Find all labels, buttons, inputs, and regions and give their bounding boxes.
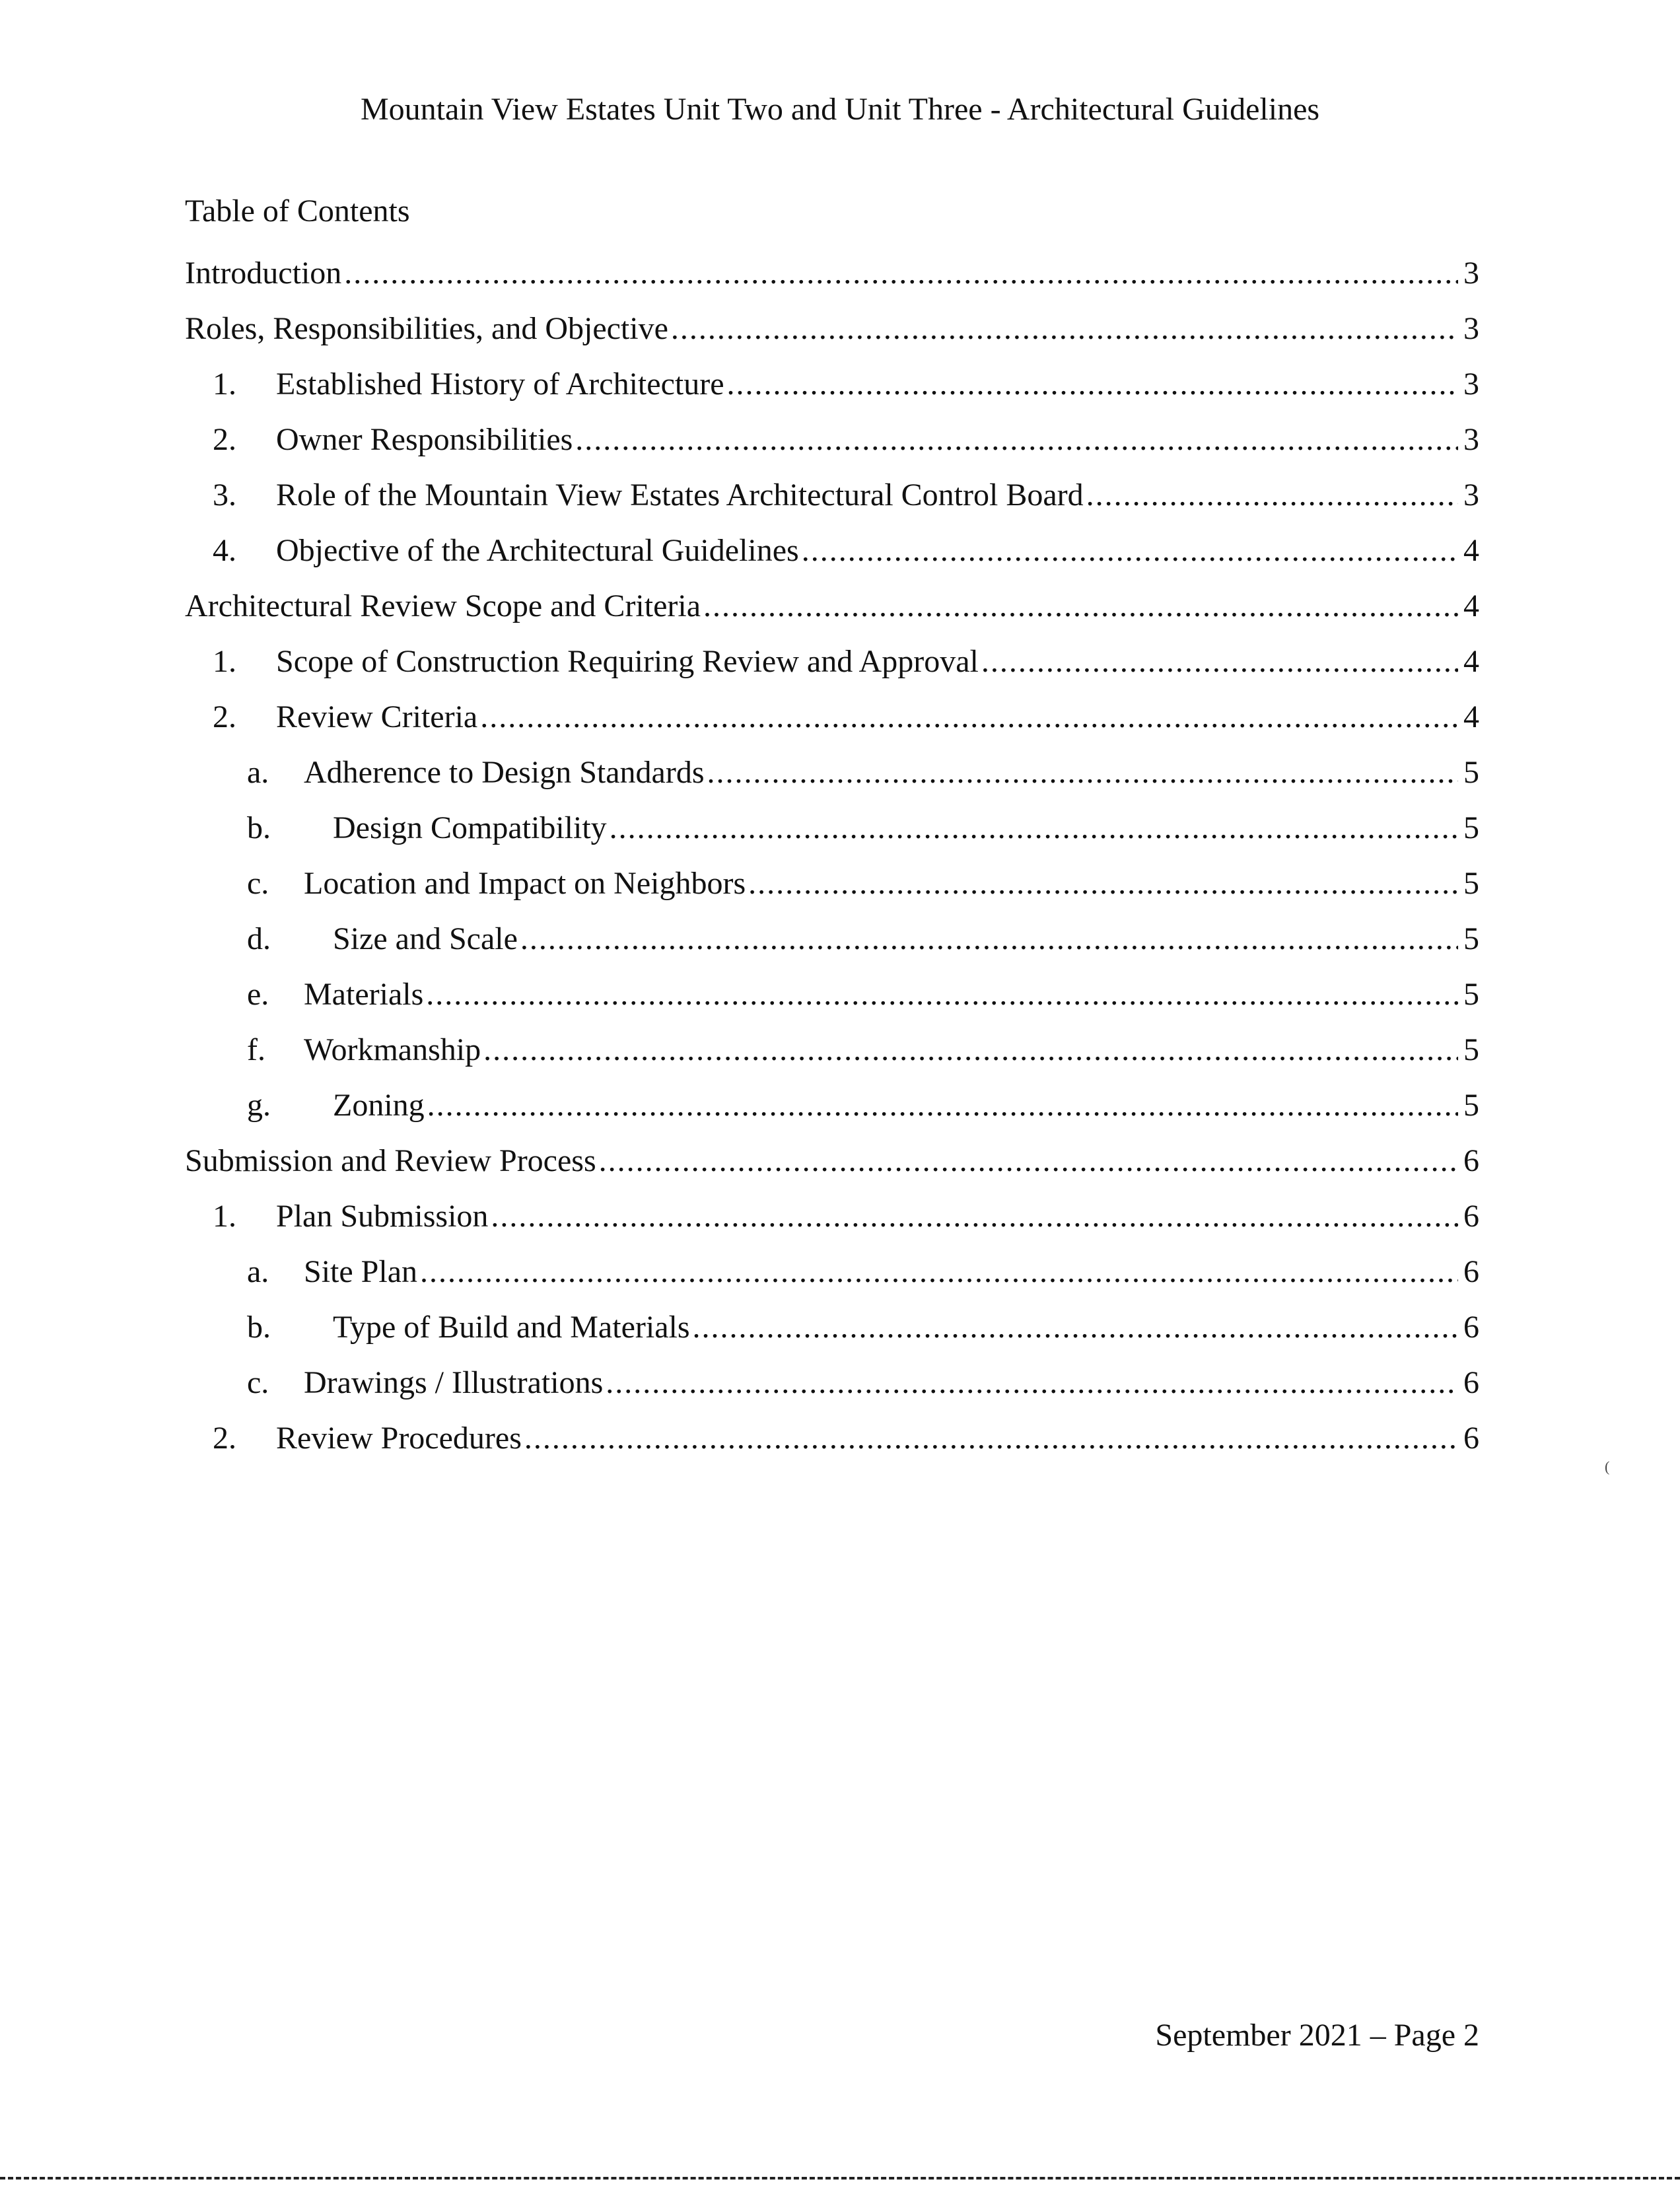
dot-leader <box>981 642 1458 682</box>
toc-entry-design-compatibility[interactable] <box>185 808 1479 864</box>
toc-entry-label: Type of Build and Materials <box>333 1310 690 1345</box>
toc-entry-label: Submission and Review Process <box>185 1143 596 1178</box>
toc-entry-review-criteria[interactable] <box>185 697 1479 753</box>
toc-entry-objective[interactable] <box>185 531 1479 586</box>
toc-entry-design-standards[interactable] <box>185 753 1479 808</box>
toc-entry-workmanship[interactable] <box>185 1030 1479 1086</box>
dot-leader <box>483 1030 1458 1070</box>
toc-entry-location-impact[interactable] <box>185 864 1479 919</box>
toc-heading: Table of Contents <box>185 194 410 229</box>
toc-entry-label: Objective of the Architectural Guidelines <box>276 533 799 568</box>
dot-leader <box>693 1308 1458 1347</box>
toc-entry-marker: 1. <box>213 1199 236 1234</box>
toc-page-number: 3 <box>1463 256 1479 291</box>
toc-entry-marker: 1. <box>213 644 236 679</box>
toc-page-number: 5 <box>1463 866 1479 901</box>
toc-page-number: 3 <box>1463 422 1479 457</box>
toc-entry-owner-responsibilities[interactable] <box>185 420 1479 476</box>
toc-entry-build-type[interactable] <box>185 1308 1479 1363</box>
toc-entry-label: Owner Responsibilities <box>276 422 573 457</box>
toc-page-number: 6 <box>1463 1143 1479 1178</box>
page-footer: September 2021 – Page 2 <box>1155 2018 1479 2053</box>
toc-page-number: 5 <box>1463 755 1479 790</box>
table-of-contents <box>185 254 1479 1474</box>
toc-entry-label: Roles, Responsibilities, and Objective <box>185 311 668 346</box>
toc-page-number: 6 <box>1463 1310 1479 1345</box>
toc-entry-marker: e. <box>247 977 269 1012</box>
toc-entry-review-scope[interactable] <box>185 586 1479 642</box>
toc-entry-label: Drawings / Illustrations <box>304 1365 604 1400</box>
dot-leader <box>707 753 1459 793</box>
toc-page-number: 5 <box>1463 1088 1479 1123</box>
toc-page-number: 4 <box>1463 588 1479 623</box>
toc-entry-marker: d. <box>247 921 271 956</box>
toc-page-number: 3 <box>1463 478 1479 513</box>
toc-entry-label: Zoning <box>333 1088 425 1123</box>
toc-page-number: 6 <box>1463 1365 1479 1400</box>
toc-entry-label: Scope of Construction Requiring Review and Approval <box>276 644 979 679</box>
scan-edge-line <box>0 2177 1680 2180</box>
toc-entry-submission-process[interactable] <box>185 1141 1479 1197</box>
toc-entry-label: Location and Impact on Neighbors <box>304 866 746 901</box>
dot-leader <box>520 919 1458 959</box>
toc-page-number: 4 <box>1463 699 1479 734</box>
toc-page-number: 6 <box>1463 1254 1479 1289</box>
toc-entry-zoning[interactable] <box>185 1086 1479 1141</box>
toc-entry-label: Workmanship <box>304 1032 481 1067</box>
toc-page-number: 4 <box>1463 533 1479 568</box>
toc-entry-marker: c. <box>247 866 269 901</box>
toc-entry-marker: 1. <box>213 367 236 402</box>
toc-entry-marker: c. <box>247 1365 269 1400</box>
dot-leader <box>524 1419 1458 1458</box>
toc-entry-size-scale[interactable] <box>185 919 1479 975</box>
toc-page-number: 6 <box>1463 1199 1479 1234</box>
dot-leader <box>427 1086 1458 1125</box>
document-title: Mountain View Estates Unit Two and Unit Three - Architectural Guidelines <box>360 92 1320 127</box>
stray-scan-mark: ( <box>1605 1458 1610 1475</box>
dot-leader <box>802 531 1458 571</box>
toc-entry-marker: 2. <box>213 699 236 734</box>
dot-leader <box>599 1141 1458 1181</box>
toc-page-number: 5 <box>1463 810 1479 845</box>
toc-entry-control-board[interactable] <box>185 476 1479 531</box>
toc-entry-label: Design Compatibility <box>333 810 607 845</box>
dot-leader <box>1086 476 1458 515</box>
toc-entry-marker: b. <box>247 810 271 845</box>
toc-entry-label: Plan Submission <box>276 1199 489 1234</box>
dot-leader <box>727 365 1459 404</box>
toc-entry-label: Introduction <box>185 256 342 291</box>
toc-entry-scope-of-construction[interactable] <box>185 642 1479 697</box>
toc-page-number: 5 <box>1463 1032 1479 1067</box>
toc-entry-label: Established History of Architecture <box>276 367 724 402</box>
toc-entry-label: Materials <box>304 977 424 1012</box>
toc-page-number: 5 <box>1463 921 1479 956</box>
toc-entry-marker: 3. <box>213 478 236 513</box>
toc-entry-materials[interactable] <box>185 975 1479 1030</box>
toc-page-number: 3 <box>1463 311 1479 346</box>
dot-leader <box>344 254 1458 293</box>
toc-entry-label: Site Plan <box>304 1254 418 1289</box>
dot-leader <box>606 1363 1458 1403</box>
toc-entry-label: Adherence to Design Standards <box>304 755 705 790</box>
toc-entry-label: Size and Scale <box>333 921 518 956</box>
toc-entry-marker: f. <box>247 1032 265 1067</box>
toc-entry-marker: a. <box>247 1254 269 1289</box>
toc-entry-introduction[interactable] <box>185 254 1479 309</box>
toc-entry-marker: g. <box>247 1088 271 1123</box>
toc-page-number: 4 <box>1463 644 1479 679</box>
toc-entry-label: Architectural Review Scope and Criteria <box>185 588 701 623</box>
toc-entry-label: Review Procedures <box>276 1421 522 1456</box>
toc-entry-history[interactable] <box>185 365 1479 420</box>
toc-entry-plan-submission[interactable] <box>185 1197 1479 1252</box>
dot-leader <box>671 309 1458 349</box>
toc-entry-marker: 4. <box>213 533 236 568</box>
toc-entry-marker: b. <box>247 1310 271 1345</box>
toc-entry-roles[interactable] <box>185 309 1479 365</box>
dot-leader <box>703 586 1458 626</box>
toc-page-number: 6 <box>1463 1421 1479 1456</box>
dot-leader <box>420 1252 1458 1292</box>
toc-entry-marker: 2. <box>213 422 236 457</box>
toc-entry-label: Role of the Mountain View Estates Architectural Control Board <box>276 478 1084 513</box>
toc-entry-review-procedures[interactable] <box>185 1419 1479 1474</box>
dot-leader <box>748 864 1458 904</box>
dot-leader <box>480 697 1458 737</box>
toc-entry-marker: a. <box>247 755 269 790</box>
toc-entry-label: Review Criteria <box>276 699 478 734</box>
toc-page-number: 3 <box>1463 367 1479 402</box>
dot-leader <box>491 1197 1458 1236</box>
toc-entry-site-plan[interactable] <box>185 1252 1479 1308</box>
dot-leader <box>426 975 1458 1014</box>
toc-entry-drawings[interactable] <box>185 1363 1479 1419</box>
dot-leader <box>610 808 1458 848</box>
toc-entry-marker: 2. <box>213 1421 236 1456</box>
dot-leader <box>575 420 1458 460</box>
toc-page-number: 5 <box>1463 977 1479 1012</box>
